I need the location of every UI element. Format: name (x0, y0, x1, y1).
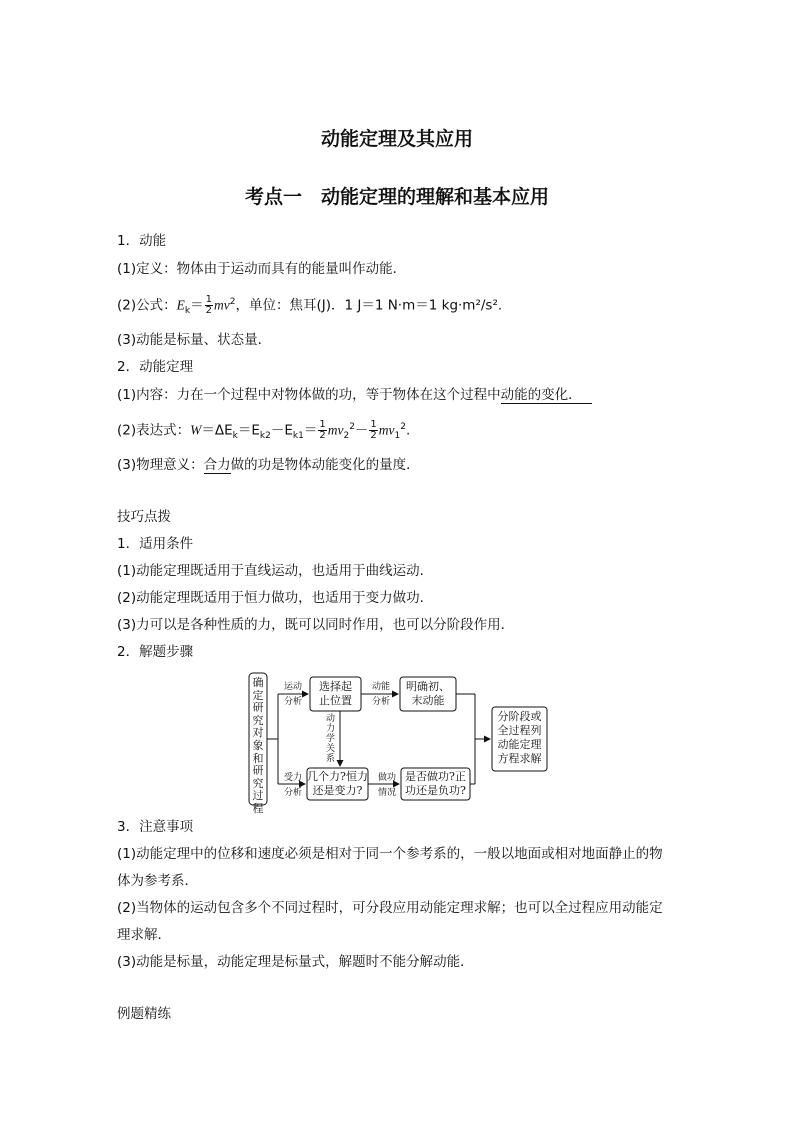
kinetic-energy-definition: (1)定义：物体由于运动而具有的能量叫作动能． (117, 261, 407, 277)
flow-box-solve: 分阶段或 全过程列 动能定理 方程求解 (497, 710, 542, 765)
tips-heading: 技巧点拨 (117, 509, 171, 525)
condition-1: (1)动能定理既适用于直线运动，也适用于曲线运动． (117, 563, 434, 579)
theorem-expression: (2)表达式：$W=\Delta E_k=E_{k2}-E_{k1}=$ $\frac{1}{2}$ $mv_2^2-$ $\frac{1}{2}$ $mv_1^2$. (117, 419, 411, 442)
steps-heading: 2．解题步骤 (117, 644, 194, 660)
flow-box-work-sign: 是否做功?正 功还是负功? (405, 770, 466, 797)
flow-box-forces: 几个力?恒力 还是变力? (307, 770, 368, 797)
flow-label-kinetic: 动能 (372, 682, 391, 692)
flow-label-force: 受力 (284, 773, 303, 783)
flow-label-analysis-2: 分析 (372, 697, 391, 707)
kinetic-energy-heading: 1．动能 (117, 233, 167, 249)
note-2-line-2: 理求解． (117, 927, 171, 943)
theorem-heading: 2．动能定理 (117, 359, 194, 375)
note-1-line-1: (1)动能定理中的位移和速度必须是相对于同一个参考系的，一般以地面或相对地面静止的物 (117, 846, 663, 862)
flow-box-initial-final: 明确初、 末动能 (406, 680, 450, 707)
kinetic-energy-nature: (3)动能是标量、状态量． (117, 332, 272, 348)
kinetic-energy-formula: (2)公式：$E_k=$ $\frac{1}{2}$ $mv^2$，单位：焦耳(J)．1 J＝1 N·m＝1 kg·m²/s². (117, 294, 503, 317)
theorem-meaning: (3)物理意义：合力做的功是物体动能变化的量度． (117, 457, 420, 473)
flow-label-case: 情况 (378, 788, 397, 798)
note-2-line-1: (2)当物体的运动包含多个不同过程时，可分段应用动能定理求解；也可以全过程应用动能定 (117, 900, 663, 916)
flow-label-work: 做功 (378, 773, 397, 783)
note-3: (3)动能是标量，动能定理是标量式，解题时不能分解动能． (117, 954, 474, 970)
section-title: 考点一 动能定理的理解和基本应用 (244, 186, 549, 208)
flow-box-object-process: 确定研究对象和研究过程 (252, 676, 264, 815)
flow-label-dynamics: 动力学关系 (326, 714, 336, 764)
flow-label-analysis-3: 分析 (284, 788, 303, 798)
theorem-content: (1)内容：力在一个过程中对物体做的功，等于物体在这个过程中动能的变化． (117, 386, 592, 404)
condition-3: (3)力可以是各种性质的力，既可以同时作用，也可以分阶段作用． (117, 617, 515, 633)
condition-2: (2)动能定理既适用于恒力做功，也适用于变力做功． (117, 590, 434, 606)
conditions-heading: 1．适用条件 (117, 536, 194, 552)
examples-heading: 例题精练 (117, 1006, 171, 1022)
flow-box-select-position: 选择起 止位置 (319, 680, 352, 707)
page-title: 动能定理及其应用 (320, 128, 473, 150)
notes-heading: 3．注意事项 (117, 819, 194, 835)
flow-label-motion: 运动 (284, 682, 303, 692)
note-1-line-2: 体为参考系． (117, 873, 198, 889)
flow-label-analysis-1: 分析 (284, 697, 303, 707)
